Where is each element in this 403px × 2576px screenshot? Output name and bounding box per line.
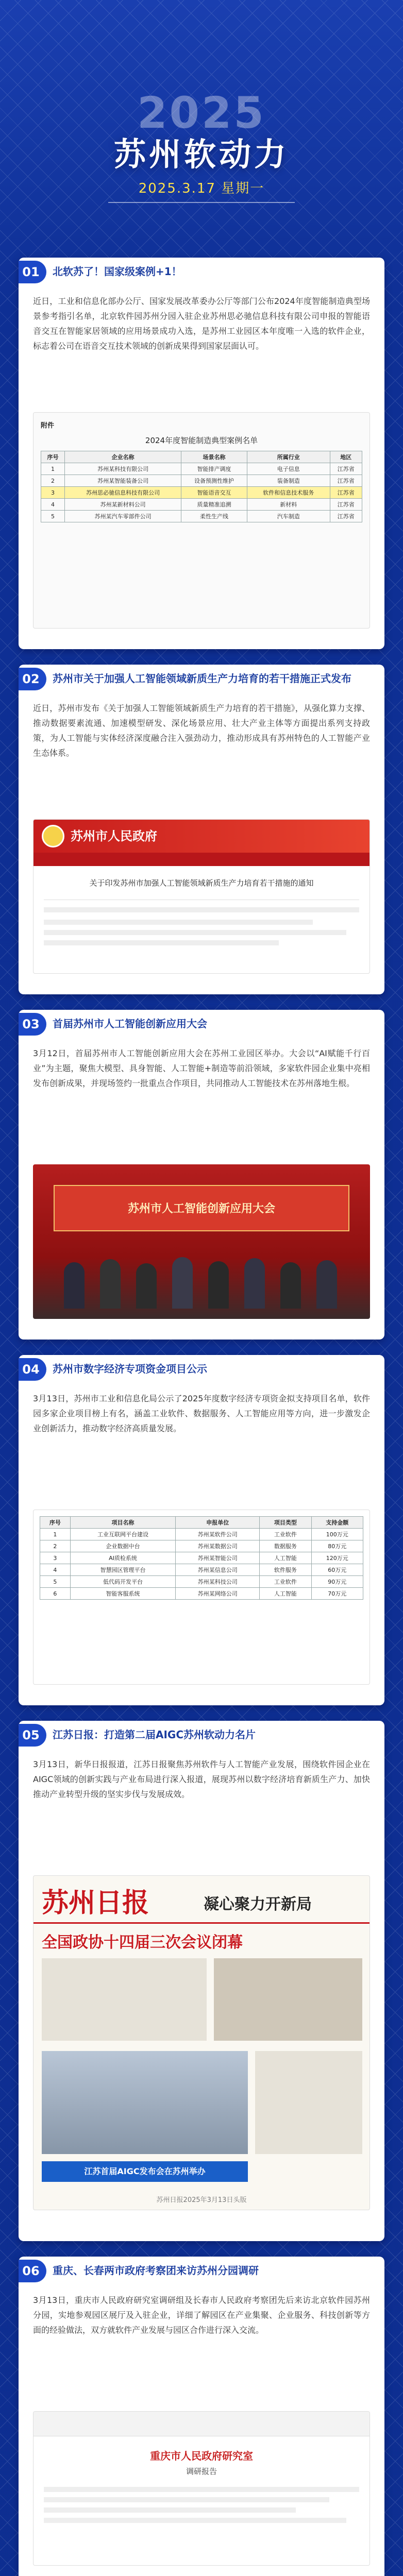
table-cell: 1	[41, 463, 65, 475]
hero-title: 苏州软动力	[113, 135, 289, 173]
conference-photo	[33, 1164, 370, 1319]
section-02-header[interactable]	[19, 665, 384, 701]
table-header: 申报单位	[176, 1517, 260, 1529]
table-cell: 苏州某网络公司	[176, 1588, 260, 1600]
table-header: 企业名称	[65, 451, 181, 463]
section-body: 3月13日，重庆市人民政府研究室调研组及长春市人民政府考察团先后来访北京软件园苏州分园，实地参观园区展厅及入驻企业，详细了解园区在产业集聚、企业服务、科技创新等方面的经验做法，双方就软件产业发展与园区合作进行深入交流。	[33, 2295, 370, 2335]
report-title: 重庆市人民政府研究室	[150, 2450, 253, 2462]
table-row	[41, 499, 362, 511]
section-01-header[interactable]	[19, 258, 384, 294]
emblem-icon	[42, 825, 64, 848]
table-cell: 苏州某信息公司	[176, 1564, 260, 1576]
table-cell: 苏州某科技有限公司	[65, 463, 181, 475]
section-03-header[interactable]	[19, 1010, 384, 1046]
section-number: 04	[19, 1358, 46, 1381]
table-caption: 附件	[41, 422, 55, 430]
case-table	[41, 451, 362, 522]
section-title: 首届苏州市人工智能创新应用大会	[53, 1018, 207, 1030]
table-cell: 苏州某数据公司	[176, 1540, 260, 1552]
section-06-card	[19, 2257, 384, 2576]
section-number: 01	[19, 261, 46, 283]
section-06-header[interactable]	[19, 2257, 384, 2293]
table-cell: 低代码开发平台	[70, 1576, 176, 1588]
table-cell: 3	[40, 1552, 71, 1564]
table-cell: 1	[40, 1529, 71, 1540]
table-header: 项目类型	[260, 1517, 311, 1529]
section-title: 江苏日报：打造第二届AIGC苏州软动力名片	[53, 1728, 256, 1741]
table-cell: 4	[40, 1564, 71, 1576]
table-cell: 智能语音交互	[181, 487, 247, 499]
table-cell: 柔性生产线	[181, 511, 247, 522]
table-row	[40, 1576, 363, 1588]
table-header: 支持金额	[311, 1517, 363, 1529]
table-cell: 数据服务	[260, 1540, 311, 1552]
section-number: 03	[19, 1013, 46, 1036]
fund-table	[40, 1516, 363, 1600]
table-row	[40, 1564, 363, 1576]
table-row	[41, 475, 362, 487]
table-cell: 5	[40, 1576, 71, 1588]
section-04-header[interactable]	[19, 1355, 384, 1391]
table-header: 序号	[40, 1517, 71, 1529]
table-cell: 企业数据中台	[70, 1540, 176, 1552]
report-subtitle: 调研报告	[186, 2467, 217, 2476]
section-02-card	[19, 665, 384, 994]
table-cell: 100万元	[311, 1529, 363, 1540]
table-cell: 人工智能	[260, 1552, 311, 1564]
section-number: 02	[19, 668, 46, 690]
table-cell: 智能排产调度	[181, 463, 247, 475]
table-cell: 3	[41, 487, 65, 499]
table-cell: 苏州某智能装备公司	[65, 475, 181, 487]
section-number: 06	[19, 2260, 46, 2282]
table-cell: 6	[40, 1588, 71, 1600]
table-cell: 苏州某智能公司	[176, 1552, 260, 1564]
hero-divider	[108, 202, 295, 203]
table-cell: 70万元	[311, 1588, 363, 1600]
table-cell: 苏州某新材料公司	[65, 499, 181, 511]
newspaper-inset-title: 江苏首届AIGC发布会在苏州举办	[42, 2161, 248, 2182]
table-cell: 江苏省	[330, 511, 362, 522]
table-header: 序号	[41, 451, 65, 463]
section-title: 北软苏了！国家级案例+1！	[53, 265, 182, 278]
gov-site-screenshot	[33, 819, 370, 974]
table-cell: 人工智能	[260, 1588, 311, 1600]
table-cell: 软件服务	[260, 1564, 311, 1576]
table-cell: 工业互联网平台建设	[70, 1529, 176, 1540]
table-row	[41, 463, 362, 475]
section-05-header[interactable]	[19, 1721, 384, 1757]
hero-year: 2025	[137, 88, 266, 138]
table-row	[40, 1529, 363, 1540]
hero	[0, 0, 403, 247]
gov-article-title: 关于印发苏州市加强人工智能领域新质生产力培育若干措施的通知	[89, 878, 314, 888]
report-screenshot	[33, 2411, 370, 2566]
table-cell: 2	[41, 475, 65, 487]
section-number: 05	[19, 1724, 46, 1747]
table-cell: 5	[41, 511, 65, 522]
table-cell: 60万元	[311, 1564, 363, 1576]
table-cell: 智慧园区管理平台	[70, 1564, 176, 1576]
table-cell: 设备预测性维护	[181, 475, 247, 487]
table-row	[41, 511, 362, 522]
table-cell: 苏州某软件公司	[176, 1529, 260, 1540]
section-04-card	[19, 1355, 384, 1705]
section-03-card	[19, 1010, 384, 1340]
table-header: 场景名称	[181, 451, 247, 463]
hero-date: 2025.3.17 星期一	[138, 181, 265, 196]
table-cell: 苏州思必驰信息科技有限公司	[65, 487, 181, 499]
table-header: 所属行业	[247, 451, 330, 463]
table-cell: 工业软件	[260, 1529, 311, 1540]
section-body: 3月13日，苏州市工业和信息化局公示了2025年度数字经济专项资金拟支持项目名单，软件园多家企业项目榜上有名，涵盖工业软件、数据服务、人工智能应用等方向，进一步激发企业创新活力，推动数字经济高质量发展。	[33, 1394, 370, 1433]
attendees	[64, 1252, 339, 1309]
newspaper-headline: 全国政协十四届三次会议闭幕	[42, 1934, 243, 1952]
table-cell: 软件和信息技术服务	[247, 487, 330, 499]
table-cell: 新材料	[247, 499, 330, 511]
fund-table-figure	[33, 1510, 370, 1685]
gov-name: 苏州市人民政府	[71, 829, 157, 843]
table-row	[40, 1540, 363, 1552]
table-cell: 120万元	[311, 1552, 363, 1564]
table-title: 2024年度智能制造典型案例名单	[145, 436, 258, 445]
table-cell: 江苏省	[330, 463, 362, 475]
section-title: 苏州市关于加强人工智能领域新质生产力培育的若干措施正式发布	[53, 672, 351, 685]
table-cell: 90万元	[311, 1576, 363, 1588]
table-cell: AI质检系统	[70, 1552, 176, 1564]
table-cell: 电子信息	[247, 463, 330, 475]
section-body: 3月12日，首届苏州市人工智能创新应用大会在苏州工业园区举办。大会以“AI赋能千行百业”为主题，聚焦大模型、具身智能、人工智能+制造等前沿领域，多家软件园企业集中亮相发布创新成果，并现场签约一批重点合作项目，共同推动人工智能技术在苏州落地生根。	[33, 1048, 370, 1088]
table-cell: 江苏省	[330, 487, 362, 499]
table-row	[40, 1588, 363, 1600]
table-row-highlighted	[41, 487, 362, 499]
table-header: 地区	[330, 451, 362, 463]
table-cell: 质量精准追溯	[181, 499, 247, 511]
table-cell: 装备制造	[247, 475, 330, 487]
table-cell: 江苏省	[330, 475, 362, 487]
table-cell: 苏州某科技公司	[176, 1576, 260, 1588]
newspaper-subhead: 凝心聚力开新局	[204, 1895, 312, 1913]
section-title: 苏州市数字经济专项资金项目公示	[53, 1363, 207, 1375]
section-title: 重庆、长春两市政府考察团来访苏州分园调研	[53, 2264, 259, 2277]
section-01-card	[19, 258, 384, 649]
table-cell: 苏州某汽车零部件公司	[65, 511, 181, 522]
section-body: 近日，工业和信息化部办公厅、国家发展改革委办公厅等部门公布2024年度智能制造典型场景参考指引名单，北京软件园苏州分园入驻企业苏州思必驰信息科技有限公司申报的智能语音交互在智能家居领域的应用场景成功入选，是苏州工业园区本年度唯一入选的软件企业，标志着公司在语音交互技术领域的创新成果得到国家层面认可。	[33, 296, 370, 351]
table-cell: 80万元	[311, 1540, 363, 1552]
table-cell: 智能客服系统	[70, 1588, 176, 1600]
section-body: 3月13日，新华日报报道，江苏日报聚焦苏州软件与人工智能产业发展，围绕软件园企业在AIGC领域的创新实践与产业布局进行深入报道，展现苏州以数字经济培育新质生产力、加快推动产业转型升级的坚实步伐与发展成效。	[33, 1759, 370, 1799]
table-cell: 江苏省	[330, 499, 362, 511]
case-table-figure	[33, 412, 370, 629]
section-05-card	[19, 1721, 384, 2241]
table-cell: 工业软件	[260, 1576, 311, 1588]
newspaper-masthead: 苏州日报	[42, 1887, 149, 1919]
table-cell: 汽车制造	[247, 511, 330, 522]
stage-backdrop: 苏州市人工智能创新应用大会	[54, 1185, 349, 1231]
table-cell: 4	[41, 499, 65, 511]
figure-caption: 苏州日报2025年3月13日头版	[156, 2196, 247, 2204]
section-body: 近日，苏州市发布《关于加强人工智能领域新质生产力培育的若干措施》，从强化算力支撑、推动数据要素流通、加速模型研发、深化场景应用、壮大产业主体等方面提出系列支持政策，为人工智能与实体经济深度融合注入强劲动力，推动形成具有苏州特色的人工智能产业生态体系。	[33, 703, 370, 758]
gov-banner	[33, 820, 370, 853]
table-header: 项目名称	[70, 1517, 176, 1529]
table-row	[40, 1552, 363, 1564]
table-cell: 2	[40, 1540, 71, 1552]
newspaper-figure	[33, 1875, 370, 2210]
gov-nav-bar	[33, 853, 370, 866]
